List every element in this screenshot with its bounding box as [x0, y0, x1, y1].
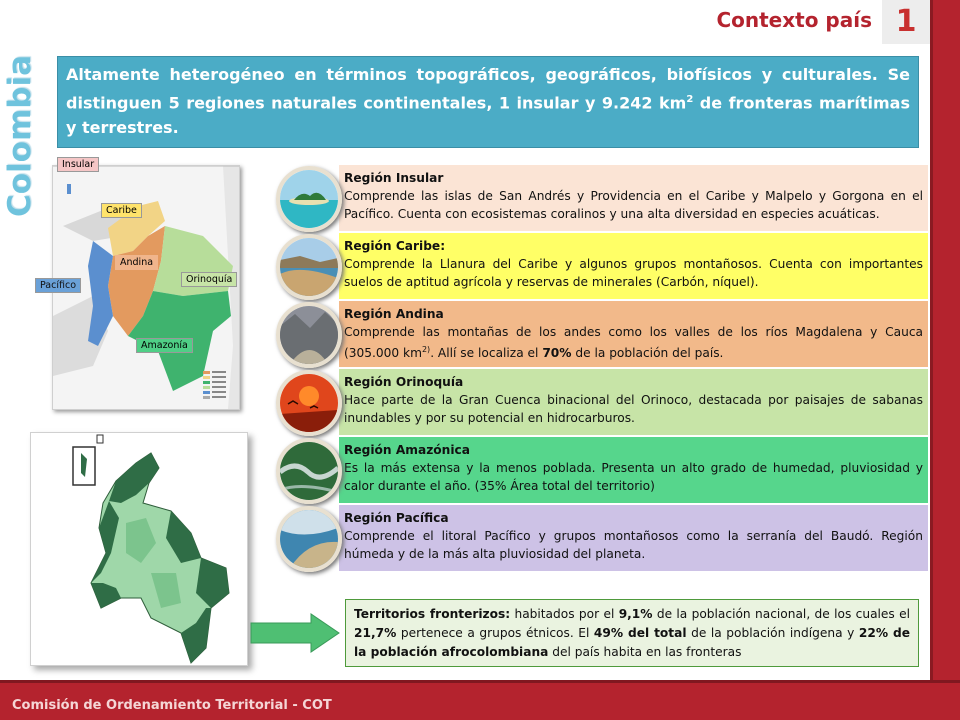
frontier-t3: 9,1%	[618, 607, 653, 621]
region-text-c: de la población del país.	[571, 346, 724, 361]
frontier-t7: 49% del total	[593, 626, 687, 640]
andina-photo	[276, 302, 342, 368]
region-orinoquia	[339, 369, 928, 435]
frontier-t5: 21,7%	[354, 626, 397, 640]
region-insular	[339, 165, 928, 231]
region-text: Comprende la Llanura del Caribe y algunos grupos montañosos. Cuenta con importantes suelos de aptitud agrícola y reservas de minerales (Carbón, níquel).	[344, 257, 923, 289]
region-text	[344, 323, 923, 362]
footer-divider	[0, 680, 960, 683]
region-text-a: Comprende las montañas de los andes como los valles de los ríos Magdalena y Cauca (305.000 km	[344, 325, 923, 361]
region-title: Región Amazónica	[344, 443, 470, 457]
region-title: Región Insular	[344, 171, 444, 185]
intro-sup: 2	[686, 94, 694, 105]
region-title: Región Andina	[344, 307, 444, 321]
label-insular: Insular	[57, 157, 99, 172]
region-andina	[339, 301, 928, 367]
region-title: Región Orinoquía	[344, 375, 464, 389]
intro-box	[57, 56, 919, 148]
insular-photo	[276, 166, 342, 232]
footer-text: Comisión de Ordenamiento Territorial - COT	[12, 698, 332, 713]
region-title: Región Caribe:	[344, 239, 446, 253]
region-caribe	[339, 233, 928, 299]
orinoquia-photo	[276, 370, 342, 436]
label-caribe: Caribe	[101, 203, 142, 218]
region-text-bold: 70%	[542, 346, 572, 361]
frontier-t2: habitados por el	[510, 607, 619, 621]
intro-text-end: de fronteras marítimas y terrestres.	[66, 93, 910, 138]
region-amazonica	[339, 437, 928, 503]
label-amazonia: Amazonía	[136, 338, 193, 353]
label-andina: Andina	[115, 255, 158, 270]
amazonica-photo	[276, 438, 342, 504]
region-text-b: . Allí se localiza el	[430, 346, 543, 361]
page-number: 1	[882, 0, 930, 44]
region-pacifica	[339, 505, 928, 571]
frontier-map-graphic	[31, 433, 247, 665]
region-text: Es la más extensa y la menos poblada. Presenta un alto grado de humedad, pluviosidad y calor durante el año. (35% Área total del territorio)	[344, 461, 923, 493]
right-accent-bar	[930, 0, 960, 680]
page-title: Contexto país	[716, 8, 872, 32]
region-title: Región Pacífica	[344, 511, 449, 525]
region-text: Comprende las islas de San Andrés y Providencia en el Caribe y Malpelo y Gorgona en el Pacífico. Cuenta con ecosistemas coralinos y una alta diversidad en especies acuáticas.	[344, 189, 923, 221]
region-text: Comprende el litoral Pacífico y grupos montañosos como la serranía del Baudó. Región húmeda y de la más alta pluviosidad del planeta.	[344, 529, 923, 561]
intro-text: Altamente heterogéneo en términos topográficos, geográficos, biofísicos y culturales. Se distinguen 5 regiones naturales continentales, 1 insular y 9.242 km	[66, 65, 910, 113]
frontier-t1: Territorios fronterizos:	[354, 607, 511, 621]
region-text-sup: 2)	[421, 345, 431, 354]
right-accent-edge	[930, 0, 933, 680]
frontier-box	[345, 599, 919, 667]
frontier-t8: de la población indígena y	[686, 626, 859, 640]
arrow-icon	[249, 612, 343, 654]
frontier-t6: pertenece a grupos étnicos. El	[396, 626, 594, 640]
region-text: Hace parte de la Gran Cuenca binacional del Orinoco, destacada por paisajes de sabanas inundables y por su potencial en hidrocarburos.	[344, 393, 923, 425]
caribe-photo	[276, 234, 342, 300]
label-pacifico: Pacífico	[35, 278, 81, 293]
frontier-t9: 22% de la población afrocolombiana	[354, 626, 910, 659]
country-title: Colombia	[2, 54, 38, 217]
label-orinoquia: Orinoquía	[181, 272, 237, 287]
pacifica-photo	[276, 506, 342, 572]
frontier-t4: de la población nacional, de los cuales el	[652, 607, 910, 621]
frontier-map	[30, 432, 248, 666]
frontier-t10: del país habita en las fronteras	[548, 645, 742, 659]
